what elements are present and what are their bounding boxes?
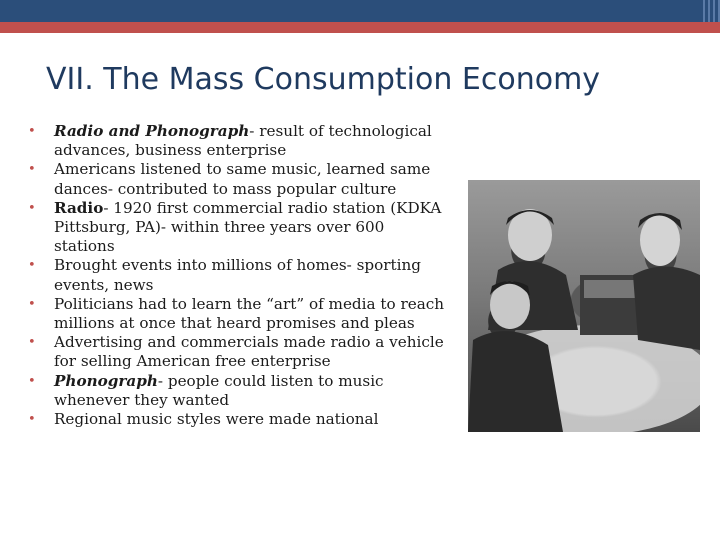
bullet-item: [16, 410, 448, 429]
bullet-dot-icon: •: [28, 200, 36, 216]
bullet-term: Radio: [54, 198, 104, 217]
bullet-dot-icon: •: [28, 412, 36, 428]
bullet-text: - people could listen to music whenever they wanted: [54, 371, 384, 409]
bullet-text: Brought events into millions of homes- sporting events, news: [54, 256, 421, 294]
header-band-blue: [0, 0, 720, 22]
bullet-dot-icon: •: [28, 258, 36, 274]
bullet-dot-icon: •: [28, 162, 36, 178]
bullet-dot-icon: •: [28, 373, 36, 389]
bullet-text: - result of technological advances, business enterprise: [54, 122, 432, 160]
bullet-text: Advertising and commercials made radio a vehicle for selling American free enterprise: [54, 333, 444, 371]
bullet-term: Radio and Phonograph: [54, 122, 250, 140]
bullet-text: Americans listened to same music, learned same dances- contributed to mass popular culture: [54, 160, 431, 198]
header-band-red: [0, 22, 720, 33]
bullet-text: Politicians had to learn the “art” of media to reach millions at once that heard promises and pleas: [54, 294, 445, 333]
bullet-item: [16, 333, 448, 371]
bullet-list: [16, 122, 448, 429]
bullet-item: [16, 256, 448, 294]
bullet-text: - 1920 first commercial radio station (KDKA Pittsburg, PA)- within three years over 600 stations: [54, 198, 442, 256]
bullet-item: [16, 372, 448, 410]
slide-title: VII. The Mass Consumption Economy: [46, 62, 601, 97]
bullet-dot-icon: •: [28, 335, 36, 351]
bullet-dot-icon: •: [28, 296, 36, 312]
bullet-term: Phonograph: [54, 371, 158, 390]
bullet-item: [16, 199, 448, 257]
bullet-dot-icon: •: [28, 124, 36, 139]
bullet-item: [16, 122, 448, 160]
bullet-item: [16, 160, 448, 198]
bullet-item: [16, 295, 448, 333]
header-stripes: [684, 0, 720, 22]
photo-illustration: [468, 180, 700, 432]
boys-listening-to-radio-photo: [468, 180, 700, 432]
bullet-text: Regional music styles were made national: [54, 410, 379, 429]
